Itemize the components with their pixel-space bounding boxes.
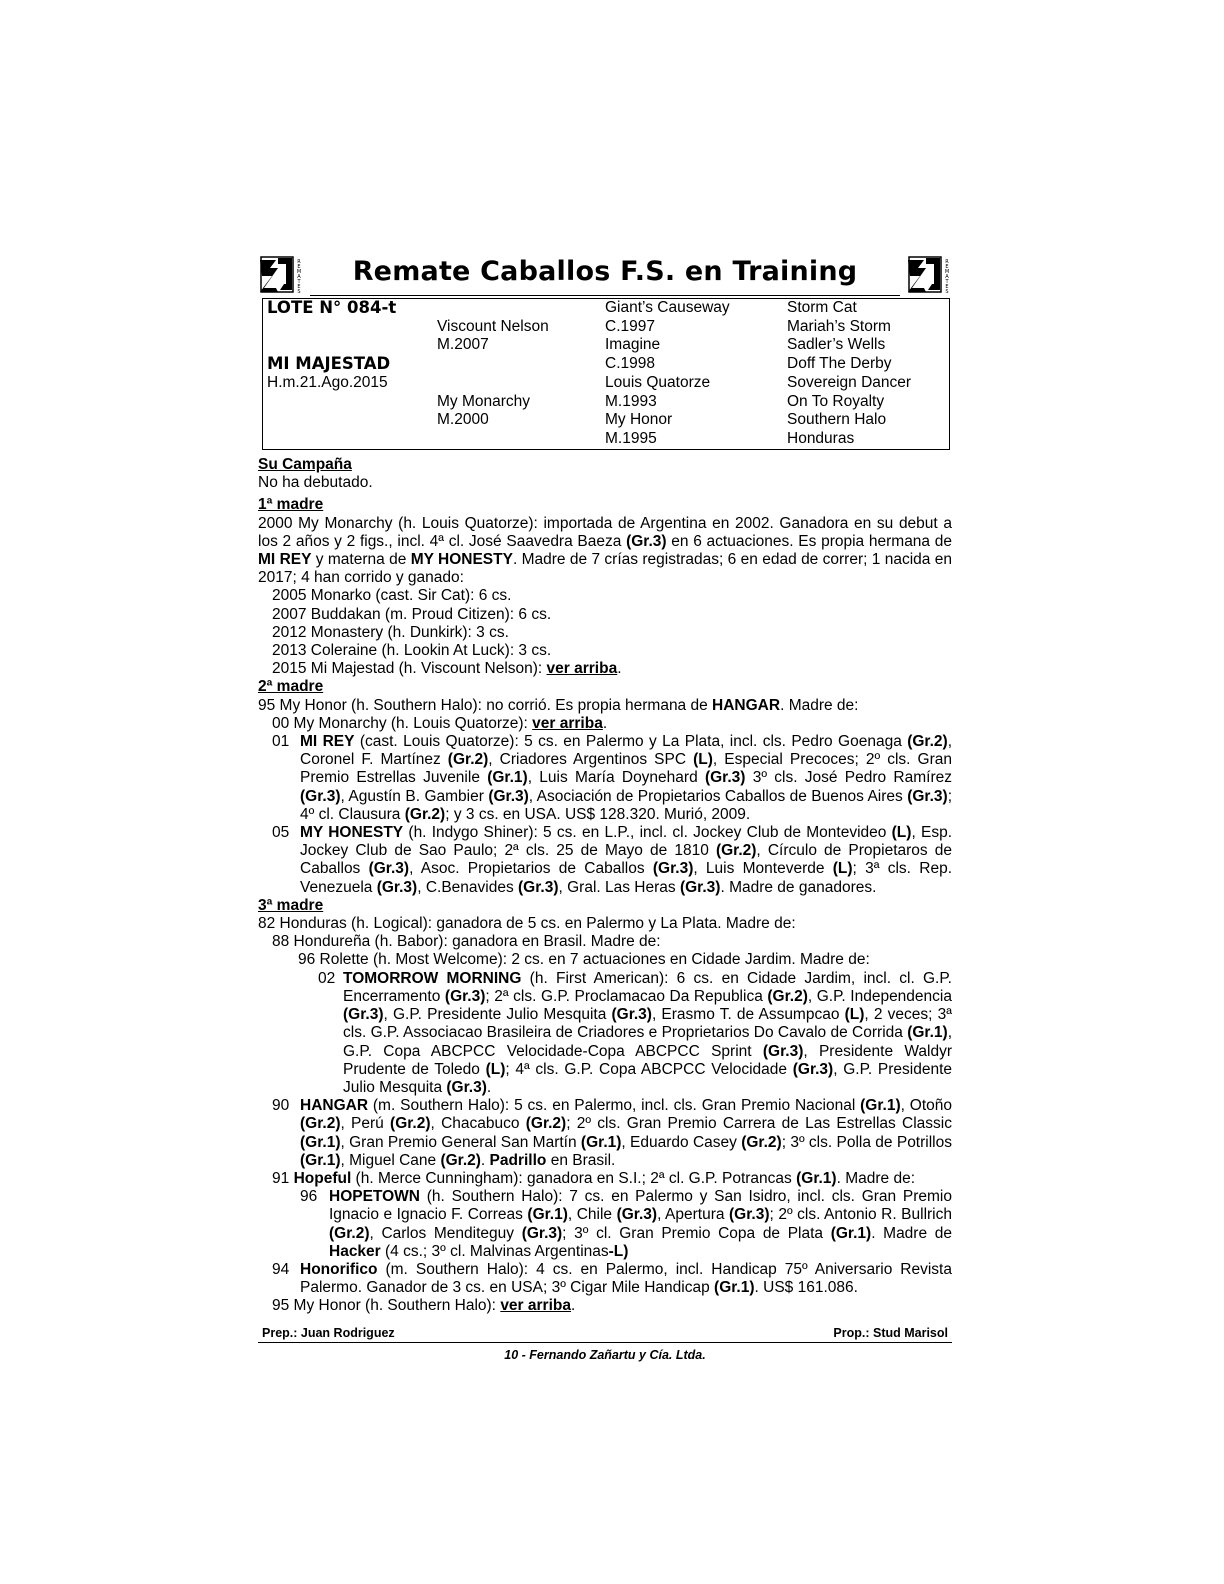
text-run: , G.P. Independencia: [807, 987, 952, 1005]
grade-label: (L): [832, 860, 853, 878]
list-item: [258, 1170, 952, 1188]
grade-label: (Gr.3): [762, 1042, 804, 1060]
campaign-text: No ha debutado.: [258, 474, 373, 492]
text-run: ; 2º cls. Antonio R. Bullrich: [769, 1206, 952, 1224]
svg-text:E: E: [945, 284, 949, 290]
list-item: 95 My Honor (h. Southern Halo): ver arriba.: [272, 1297, 576, 1315]
grade-label: (Gr.1): [714, 1279, 755, 1297]
title-underline: [310, 295, 900, 296]
grade-label: (Gr.1): [796, 1169, 837, 1187]
grade-label: (Gr.3): [343, 1006, 384, 1024]
text-run: ; 3ª cls. Rep. Venezuela: [300, 860, 952, 896]
third-dam-intro: 82 Honduras (h. Logical): ganadora de 5 cs. en Palermo y La Plata. Madre de:: [258, 915, 796, 933]
text-run: (4 cs.; 3º cl. Malvinas Argentinas: [380, 1242, 609, 1260]
grade-label: (Gr.3): [626, 532, 667, 550]
text-run: , C.Benavides: [417, 878, 519, 896]
dam-name: My Monarchy: [437, 393, 531, 410]
text-run: ; 2º cls. Gran Premio Carrera de Las Estrellas Classic: [566, 1115, 952, 1133]
grade-label: (Gr.2): [741, 1133, 782, 1151]
catalog-page: [258, 252, 952, 1362]
text-run: (h. Indygo Shiner): 5 cs. en L.P., incl. cl. Jockey Club de Montevideo: [403, 824, 892, 842]
ancestor-sss: Storm Cat: [787, 299, 857, 316]
text-run: 00 My Monarchy (h. Louis Quatorze):: [272, 714, 533, 732]
list-item: [258, 824, 952, 897]
list-item: [258, 1261, 952, 1297]
dam-dam-info: M.1995: [605, 430, 657, 447]
lot-number: LOTE N° 084-t: [267, 298, 397, 317]
text-run: ; 3º cls. Polla de Potrillos: [781, 1133, 952, 1151]
ancestor-dss: Sovereign Dancer: [787, 374, 912, 391]
list-item: 2012 Monastery (h. Dunkirk): 3 cs.: [272, 623, 509, 641]
text-run: , Especial Precoces; 2º cls. Gran Premio Estrellas Juvenile: [300, 751, 952, 787]
third-dam-title: 3ª madre: [258, 896, 324, 914]
text-run: , Asoc. Propietarios de Caballos: [409, 860, 653, 878]
grade-label: (Gr.2): [767, 987, 808, 1005]
ver-arriba-link[interactable]: ver arriba: [532, 714, 603, 732]
svg-text:T: T: [945, 279, 949, 285]
horse-ref: Honorifico: [300, 1260, 378, 1278]
grade-label: (Gr.3): [616, 1206, 658, 1224]
grade-label: (Gr.3): [488, 787, 529, 805]
text-run: , Eduardo Casey: [621, 1133, 742, 1151]
grade-label: (Gr.2): [440, 1151, 481, 1169]
grade-label: (Gr.3): [518, 878, 559, 896]
grade-label: (Gr.3): [652, 860, 694, 878]
grade-label: (Gr.1): [527, 1206, 568, 1224]
list-item: 2005 Monarko (cast. Sir Cat): 6 cs.: [272, 587, 512, 605]
text-run: 3º cls. José Pedro Ramírez: [745, 769, 952, 787]
text-run: , G.P. Presidente Julio Mesquita: [383, 1006, 612, 1024]
grade-label: (Gr.3): [792, 1060, 834, 1078]
ancestor-sdd: Doff The Derby: [787, 355, 892, 372]
text-run: ; 2ª cls. G.P. Proclamacao Da Republica: [485, 987, 768, 1005]
grade-label: (Gr.3): [679, 878, 721, 896]
list-item: [258, 1097, 952, 1170]
grade-label: (Gr.2): [525, 1115, 567, 1133]
list-item: 2007 Buddakan (m. Proud Citizen): 6 cs.: [272, 605, 552, 623]
text-run: . Madre de ganadores.: [720, 878, 877, 896]
text-run: , Chile: [567, 1206, 617, 1224]
text-run: , Gral. Las Heras: [558, 878, 680, 896]
padrillo-label: Padrillo: [489, 1151, 547, 1169]
second-dam-title: 2ª madre: [258, 678, 324, 696]
list-item: 2015 Mi Majestad (h. Viscount Nelson): ver arriba.: [272, 660, 622, 678]
text-run: . US$ 161.086.: [754, 1279, 858, 1297]
first-dam-title: 1ª madre: [258, 496, 324, 514]
grade-label: (L): [485, 1060, 506, 1078]
text-run: en Brasil.: [546, 1151, 616, 1169]
dam-dam: My Honor: [605, 411, 673, 428]
horse-ref: MY HONESTY: [300, 824, 404, 842]
sire-info: M.2007: [437, 336, 489, 353]
horse-ref: MI REY: [258, 551, 312, 569]
svg-text:A: A: [945, 274, 949, 280]
text-run: (cast. Louis Quatorze): 5 cs. en Palermo y La Plata, incl. cls. Pedro Goenaga: [354, 733, 908, 751]
year-label: 01: [272, 733, 290, 751]
grade-label: (Gr.3): [521, 1224, 563, 1242]
grade-label: (Gr.1): [860, 1097, 901, 1115]
list-item: [258, 733, 952, 824]
list-item: 2013 Coleraine (h. Lookin At Luck): 3 cs.: [272, 642, 552, 660]
grade-label: (Gr.2): [907, 733, 948, 751]
text-run: , Agustín B. Gambier: [340, 787, 489, 805]
horse-ref: TOMORROW MORNING: [343, 969, 522, 987]
svg-text:A: A: [297, 274, 301, 280]
text-run: (m. Southern Halo): 4 cs. en Palermo, incl. Handicap 75º Aniversario Revista Palermo. Ganador de 3 cs. en USA; 3º Cigar Mile Handicap: [300, 1260, 952, 1297]
text-run: , Círculo de Propietaros de Caballos: [300, 842, 953, 878]
year-label: 96: [300, 1188, 318, 1206]
text-run: (m. Southern Halo): 5 cs. en Palermo, incl. cls. Gran Premio Nacional: [368, 1097, 861, 1115]
sire-sire: Giant’s Causeway: [605, 299, 730, 316]
grade-label: (L): [844, 1006, 865, 1024]
text-run: , Miguel Cane: [340, 1151, 441, 1169]
dam-sire-info: M.1993: [605, 393, 657, 410]
text-run: 2015 Mi Majestad (h. Viscount Nelson):: [272, 660, 547, 678]
ancestor-ssd: Mariah’s Storm: [787, 318, 891, 335]
ancestor-ddd: Honduras: [787, 430, 855, 447]
horse-info: H.m.21.Ago.2015: [267, 374, 388, 391]
year-label: 91: [272, 1169, 290, 1187]
text-run: , Luis Monteverde: [693, 860, 833, 878]
grade-label: (Gr.2): [390, 1115, 431, 1133]
text-run: , Carlos Menditeguy: [369, 1224, 522, 1242]
grade-label: (Gr.2): [404, 805, 446, 823]
campaign-section: [258, 456, 952, 492]
grade-label: (Gr.1): [487, 769, 528, 787]
text-run: . Madre de 7 crías registradas; 6 en edad de correr; 1 nacida en 2017; 4 han corrido y ganado:: [258, 551, 953, 587]
text-run: (h. Merce Cunningham): ganadora en S.I.; 2ª cl. G.P. Potrancas: [351, 1169, 797, 1187]
text-run: , Asociación de Propietarios Caballos de Buenos Aires: [528, 787, 908, 805]
grade-label: (Gr.3): [444, 987, 486, 1005]
second-dam-intro: [258, 697, 952, 715]
text-run: ; 4º cl. Clausura: [300, 787, 952, 823]
horse-ref: HANGAR: [300, 1097, 369, 1115]
horse-ref: HANGAR: [712, 696, 781, 714]
text-run: y materna de: [311, 551, 411, 569]
svg-text:R: R: [945, 259, 949, 265]
grade-label: (Gr.3): [611, 1006, 652, 1024]
text-run: en 6 actuaciones. Es propia hermana de: [666, 532, 952, 550]
text-run: , Criadores Argentinos SPC: [488, 751, 694, 769]
text-run: . Madre de:: [780, 696, 859, 714]
text-run: 95 My Honor (h. Southern Halo): no corrió. Es propia hermana de: [258, 696, 713, 714]
text-run: .: [486, 1078, 492, 1096]
text-run: ; 3º cl. Gran Premio Copa de Plata: [562, 1224, 831, 1242]
grade-label: (Gr.3): [704, 769, 746, 787]
page-header: [258, 252, 952, 298]
svg-text:M: M: [296, 269, 302, 275]
grade-label: (Gr.1): [300, 1151, 341, 1169]
list-item: 00 My Monarchy (h. Louis Quatorze): ver arriba.: [272, 714, 608, 732]
text-run: 2000 My Monarchy (h. Louis Quatorze): importada de Argentina en 2002. Ganadora en su debut a los 2 años y 2 figs., incl. 4ª cl. José Saavedra Baeza: [258, 514, 952, 550]
horse-ref: Hopeful: [293, 1169, 352, 1187]
page-footer: 10 - Fernando Zañartu y Cía. Ltda.: [504, 1347, 706, 1362]
svg-text:S: S: [945, 289, 949, 294]
grade-label: (L): [693, 751, 713, 769]
svg-text:E: E: [945, 264, 949, 270]
second-dam-section: [258, 678, 952, 896]
sire-name: Viscount Nelson: [437, 318, 549, 335]
sire-dam-info: C.1998: [605, 355, 655, 372]
text-run: , Presidente Waldyr Prudente de Toledo: [343, 1042, 953, 1078]
grade-label: (Gr.3): [729, 1206, 770, 1224]
text-run: , 2 veces; 3ª cls. G.P. Associacao Brasileira de Criadores e Proprietarios Do Cavalo de Corrida: [343, 1006, 952, 1042]
grade-label: (Gr.2): [447, 751, 489, 769]
text-run: ; y 3 cs. en USA. US$ 128.320. Murió, 2009.: [445, 805, 751, 823]
first-dam-paragraph: [258, 515, 952, 588]
svg-text:E: E: [297, 284, 301, 290]
owner-label: Prop.: Stud Marisol: [833, 1325, 948, 1340]
year-label: 02: [318, 969, 336, 987]
grade-label: (Gr.3): [907, 787, 948, 805]
horse-ref: MY HONESTY: [410, 551, 513, 569]
text-run: ; 4ª cls. G.P. Copa ABCPCC Velocidade: [505, 1060, 793, 1078]
svg-text:M: M: [944, 269, 950, 275]
auction-logo-icon: [906, 254, 952, 294]
ver-arriba-link[interactable]: ver arriba: [546, 660, 618, 678]
text-run: , Perú: [340, 1115, 391, 1133]
first-dam-section: [258, 496, 952, 678]
grade-label: (Gr.3): [446, 1078, 487, 1096]
text-run: , Erasmo T. de Assumpcao: [651, 1006, 845, 1024]
list-item: [258, 970, 952, 1097]
list-item: 88 Hondureña (h. Babor): ganadora en Brasil. Madre de:: [272, 933, 661, 951]
text-run: (h. Southern Halo): 7 cs. en Palermo y San Isidro, incl. cls. Gran Premio Ignacio e Ignacio F. Correas: [329, 1188, 952, 1224]
text-run: , Esp. Jockey Club de Sao Paulo; 2ª cls. 25 de Mayo de 1810: [300, 824, 953, 860]
sire-dam: Imagine: [605, 336, 661, 353]
third-dam-section: [258, 897, 952, 1316]
text-run: , G.P. Presidente Julio Mesquita: [343, 1060, 952, 1096]
grade-label: -L): [608, 1242, 629, 1260]
dam-info: M.2000: [437, 411, 489, 428]
preparer-label: Prep.: Juan Rodriguez: [262, 1325, 395, 1340]
ver-arriba-link[interactable]: ver arriba: [500, 1297, 571, 1315]
grade-label: (Gr.3): [376, 878, 418, 896]
ancestor-dsd: On To Royalty: [787, 393, 885, 410]
text-run: (h. First American): 6 cs. en Cidade Jardim, incl. cl. G.P. Encerramento: [343, 969, 952, 1005]
dam-sire: Louis Quatorze: [605, 374, 711, 391]
page-title: Remate Caballos F.S. en Training: [352, 256, 858, 287]
footer-credits: [258, 1326, 952, 1343]
ancestor-sds: Sadler’s Wells: [787, 336, 886, 353]
campaign-title: Su Campaña: [258, 456, 352, 473]
grade-label: (Gr.2): [300, 1115, 341, 1133]
list-item: [258, 1188, 952, 1261]
year-label: 90: [272, 1097, 290, 1115]
horse-ref: HOPETOWN: [329, 1188, 420, 1206]
grade-label: (Gr.1): [300, 1133, 341, 1151]
year-label: 94: [272, 1260, 290, 1278]
grade-label: (Gr.1): [830, 1224, 872, 1242]
text-run: , G.P. Copa ABCPCC Velocidade-Copa ABCPCC Sprint: [343, 1024, 952, 1060]
svg-text:T: T: [297, 279, 301, 285]
grade-label: (Gr.2): [715, 842, 757, 860]
text-run: , Coronel F. Martínez: [300, 733, 952, 769]
ancestor-dds: Southern Halo: [787, 411, 887, 428]
grade-label: (L): [891, 824, 912, 842]
svg-text:S: S: [297, 289, 301, 294]
text-run: , Luis María Doynehard: [527, 769, 705, 787]
sire-sire-info: C.1997: [605, 318, 655, 335]
text-run: . Madre de:: [836, 1169, 915, 1187]
svg-text:E: E: [297, 264, 301, 270]
grade-label: (Gr.1): [907, 1024, 948, 1042]
text-run: . Madre de: [871, 1224, 952, 1242]
text-run: , Chacabuco: [430, 1115, 526, 1133]
horse-ref: MI REY: [300, 733, 355, 751]
text-run: , Apertura: [657, 1206, 730, 1224]
grade-label: (Gr.1): [580, 1133, 622, 1151]
grade-label: (Gr.2): [329, 1224, 370, 1242]
list-item: 96 Rolette (h. Most Welcome): 2 cs. en 7 actuaciones en Cidade Jardim. Madre de:: [298, 951, 870, 969]
grade-label: (Gr.3): [368, 860, 410, 878]
text-run: , Otoño: [900, 1097, 952, 1115]
text-run: , Gran Premio General San Martín: [340, 1133, 581, 1151]
pedigree-table: [262, 298, 950, 450]
svg-text:R: R: [297, 259, 301, 265]
horse-ref: Hacker: [329, 1242, 381, 1260]
horse-name: MI MAJESTAD: [267, 354, 391, 373]
text-run: 95 My Honor (h. Southern Halo):: [272, 1297, 501, 1315]
year-label: 05: [272, 824, 290, 842]
text-run: .: [480, 1151, 490, 1169]
grade-label: (Gr.3): [300, 787, 341, 805]
